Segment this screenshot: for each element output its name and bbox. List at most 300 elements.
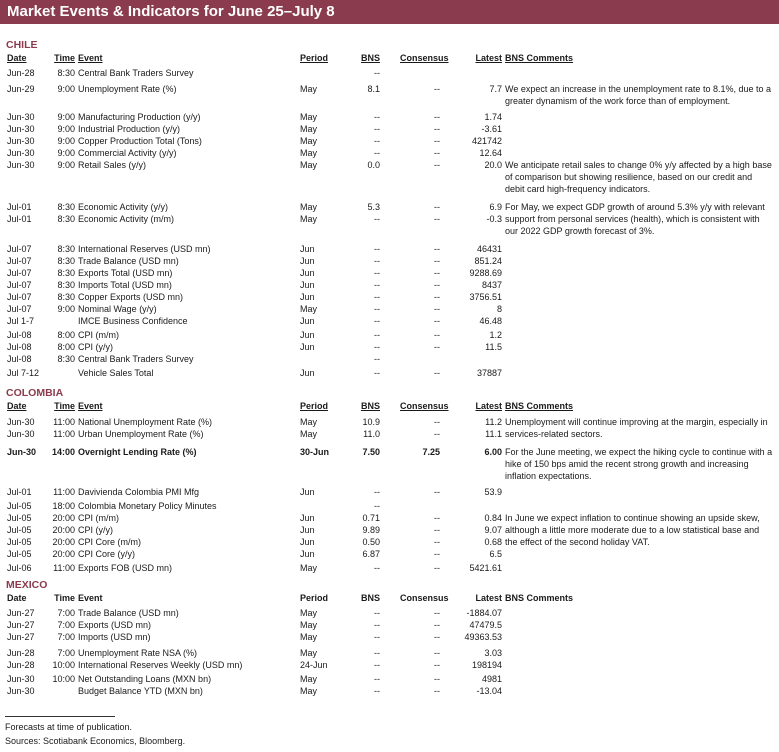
cell-date: Jul-07 bbox=[7, 256, 32, 266]
cell-date: Jun-30 bbox=[7, 148, 35, 158]
cell-cons: -- bbox=[434, 537, 440, 547]
cell-event: IMCE Business Confidence bbox=[78, 316, 188, 326]
cell-latest: 11.1 bbox=[485, 429, 502, 439]
cell-time: 7:00 bbox=[57, 632, 75, 642]
cell-event: Davivienda Colombia PMI Mfg bbox=[78, 487, 200, 497]
table-row bbox=[0, 341, 779, 353]
cell-latest: -13.04 bbox=[476, 686, 502, 696]
cell-event: Copper Exports (USD mn) bbox=[78, 292, 184, 302]
cell-bns: -- bbox=[374, 148, 380, 158]
column-header-row bbox=[0, 592, 779, 604]
cell-event: CPI Core (m/m) bbox=[78, 537, 141, 547]
cell-time: 9:00 bbox=[57, 160, 75, 170]
cell-latest: 8437 bbox=[481, 280, 502, 290]
column-header-cons: Consensus bbox=[400, 593, 449, 603]
table-row bbox=[0, 111, 779, 123]
cell-event: Imports Total (USD mn) bbox=[78, 280, 172, 290]
cell-date: Jun-30 bbox=[7, 674, 35, 684]
country-heading: COLOMBIA bbox=[6, 387, 64, 399]
table-row bbox=[0, 329, 779, 341]
cell-event: Central Bank Traders Survey bbox=[78, 354, 194, 364]
cell-date: Jun-28 bbox=[7, 68, 35, 78]
table-row bbox=[0, 315, 779, 327]
cell-period: May bbox=[300, 304, 318, 314]
table-row bbox=[0, 367, 779, 379]
cell-date: Jul-05 bbox=[7, 537, 32, 547]
table-row bbox=[0, 201, 779, 213]
cell-bns: 0.71 bbox=[362, 513, 380, 523]
table-row bbox=[0, 416, 779, 428]
cell-cons: -- bbox=[434, 525, 440, 535]
cell-latest: 6.9 bbox=[489, 202, 502, 212]
cell-date: Jul-05 bbox=[7, 525, 32, 535]
cell-cons: -- bbox=[434, 268, 440, 278]
footnote-sources: Sources: Scotiabank Economics, Bloomberg. bbox=[5, 736, 186, 746]
cell-bns: -- bbox=[374, 330, 380, 340]
cell-cons: -- bbox=[434, 280, 440, 290]
cell-comment: Unemployment will continue improving at the margin, especially in bbox=[505, 417, 768, 427]
cell-latest: 7.7 bbox=[489, 84, 502, 94]
cell-time: 10:00 bbox=[52, 660, 75, 670]
cell-date: Jun-28 bbox=[7, 660, 35, 670]
cell-bns: -- bbox=[374, 244, 380, 254]
cell-time: 9:00 bbox=[57, 136, 75, 146]
cell-event: Unemployment Rate NSA (%) bbox=[78, 648, 198, 658]
cell-date: Jun-27 bbox=[7, 632, 35, 642]
cell-latest: 0.84 bbox=[484, 513, 502, 523]
cell-date: Jun-30 bbox=[7, 429, 35, 439]
cell-bns: -- bbox=[374, 686, 380, 696]
cell-date: Jun-27 bbox=[7, 608, 35, 618]
comment-continuation-row bbox=[0, 458, 779, 470]
table-row bbox=[0, 512, 779, 524]
cell-period: May bbox=[300, 620, 318, 630]
cell-bns: -- bbox=[374, 354, 380, 364]
cell-date: Jun-29 bbox=[7, 84, 35, 94]
cell-period: May bbox=[300, 429, 318, 439]
comment-continuation-row bbox=[0, 183, 779, 195]
cell-date: Jul-05 bbox=[7, 549, 32, 559]
cell-event: Overnight Lending Rate (%) bbox=[78, 447, 197, 457]
cell-time: 8:30 bbox=[57, 268, 75, 278]
cell-latest: 46.48 bbox=[479, 316, 502, 326]
cell-bns: -- bbox=[374, 268, 380, 278]
cell-cons: -- bbox=[434, 563, 440, 573]
table-row bbox=[0, 123, 779, 135]
cell-time: 8:30 bbox=[57, 244, 75, 254]
cell-cons: -- bbox=[434, 292, 440, 302]
table-row bbox=[0, 548, 779, 560]
cell-date: Jul-07 bbox=[7, 280, 32, 290]
table-row bbox=[0, 446, 779, 458]
column-header-event: Event bbox=[78, 401, 103, 411]
cell-latest: 8 bbox=[496, 304, 502, 314]
cell-bns: -- bbox=[374, 280, 380, 290]
cell-cons: -- bbox=[434, 674, 440, 684]
cell-cons: -- bbox=[434, 549, 440, 559]
cell-cons: -- bbox=[434, 136, 440, 146]
cell-bns: 7.50 bbox=[362, 447, 380, 457]
cell-cons: -- bbox=[434, 660, 440, 670]
cell-time: 8:30 bbox=[57, 202, 75, 212]
cell-date: Jul-05 bbox=[7, 513, 32, 523]
cell-bns: 5.3 bbox=[367, 202, 380, 212]
column-header-event: Event bbox=[78, 53, 103, 63]
cell-latest: 1.2 bbox=[489, 330, 502, 340]
table-row bbox=[0, 267, 779, 279]
cell-bns: 0.0 bbox=[367, 160, 380, 170]
table-row bbox=[0, 135, 779, 147]
cell-time: 8:30 bbox=[57, 354, 75, 364]
cell-event: Economic Activity (y/y) bbox=[78, 202, 169, 212]
cell-latest: 5421.61 bbox=[469, 563, 502, 573]
cell-date: Jul-06 bbox=[7, 563, 32, 573]
cell-event: Exports (USD mn) bbox=[78, 620, 152, 630]
column-header-cons: Consensus bbox=[400, 401, 449, 411]
column-header-bns: BNS bbox=[360, 401, 380, 411]
cell-date: Jun-30 bbox=[7, 686, 35, 696]
cell-latest: 6.5 bbox=[489, 549, 502, 559]
cell-latest: 0.68 bbox=[484, 537, 502, 547]
cell-cons: -- bbox=[434, 148, 440, 158]
table-row bbox=[0, 647, 779, 659]
cell-time: 7:00 bbox=[57, 648, 75, 658]
table-row bbox=[0, 536, 779, 548]
cell-bns: -- bbox=[374, 608, 380, 618]
cell-period: Jun bbox=[300, 280, 315, 290]
cell-comment: We expect an increase in the unemployment rate to 8.1%, due to a bbox=[505, 84, 771, 94]
cell-bns: -- bbox=[374, 501, 380, 511]
cell-time: 9:00 bbox=[57, 124, 75, 134]
cell-latest: 20.0 bbox=[484, 160, 502, 170]
cell-latest: 9.07 bbox=[484, 525, 502, 535]
cell-latest: 49363.53 bbox=[464, 632, 502, 642]
cell-date: Jul-05 bbox=[7, 501, 32, 511]
cell-date: Jun-30 bbox=[7, 417, 35, 427]
cell-date: Jul-07 bbox=[7, 304, 32, 314]
cell-latest: 851.24 bbox=[474, 256, 502, 266]
table-row bbox=[0, 67, 779, 79]
cell-bns: 0.50 bbox=[362, 537, 380, 547]
cell-date: Jun-28 bbox=[7, 648, 35, 658]
column-header-event: Event bbox=[78, 593, 103, 603]
table-row bbox=[0, 353, 779, 365]
table-row bbox=[0, 524, 779, 536]
cell-time: 9:00 bbox=[57, 304, 75, 314]
footnote-divider bbox=[5, 716, 115, 717]
cell-period: May bbox=[300, 686, 318, 696]
cell-comment: debit card high-frequency indicators. bbox=[505, 184, 651, 194]
cell-period: Jun bbox=[300, 330, 315, 340]
cell-bns: 8.1 bbox=[367, 84, 380, 94]
cell-cons: -- bbox=[434, 316, 440, 326]
cell-cons: -- bbox=[434, 202, 440, 212]
cell-cons: -- bbox=[434, 429, 440, 439]
cell-event: International Reserves Weekly (USD mn) bbox=[78, 660, 243, 670]
cell-time: 11:00 bbox=[53, 429, 75, 439]
cell-time: 18:00 bbox=[52, 501, 75, 511]
table-row bbox=[0, 562, 779, 574]
cell-event: Trade Balance (USD mn) bbox=[78, 608, 179, 618]
cell-date: Jun-27 bbox=[7, 620, 35, 630]
cell-bns: -- bbox=[374, 304, 380, 314]
cell-period: Jun bbox=[300, 368, 315, 378]
title-bar bbox=[0, 0, 779, 24]
cell-time: 14:00 bbox=[51, 447, 75, 457]
table-row bbox=[0, 147, 779, 159]
cell-comment: greater dynamism of the work force than of employment. bbox=[505, 96, 731, 106]
cell-time: 8:30 bbox=[57, 256, 75, 266]
cell-bns: -- bbox=[374, 563, 380, 573]
cell-period: May bbox=[300, 160, 318, 170]
cell-latest: 37887 bbox=[476, 368, 502, 378]
cell-time: 10:00 bbox=[52, 674, 75, 684]
column-header-date: Date bbox=[7, 53, 27, 63]
cell-bns: 6.87 bbox=[362, 549, 380, 559]
cell-bns: -- bbox=[374, 620, 380, 630]
cell-latest: 47479.5 bbox=[469, 620, 502, 630]
cell-cons: -- bbox=[434, 214, 440, 224]
cell-comment: our 2022 GDP growth forecast of 3%. bbox=[505, 226, 655, 236]
table-row bbox=[0, 659, 779, 671]
cell-cons: -- bbox=[434, 620, 440, 630]
cell-date: Jun-30 bbox=[7, 136, 35, 146]
cell-date: Jun-30 bbox=[7, 124, 35, 134]
cell-cons: -- bbox=[434, 304, 440, 314]
cell-bns: -- bbox=[374, 487, 380, 497]
cell-event: Urban Unemployment Rate (%) bbox=[78, 429, 204, 439]
table-row bbox=[0, 291, 779, 303]
cell-bns: 11.0 bbox=[363, 429, 380, 439]
cell-date: Jul 1-7 bbox=[7, 316, 35, 326]
cell-event: CPI (m/m) bbox=[78, 513, 119, 523]
cell-time: 20:00 bbox=[52, 537, 75, 547]
cell-period: Jun bbox=[300, 244, 315, 254]
cell-period: May bbox=[300, 563, 318, 573]
cell-latest: -1884.07 bbox=[466, 608, 502, 618]
cell-latest: -3.61 bbox=[481, 124, 502, 134]
cell-latest: 1.74 bbox=[484, 112, 502, 122]
table-row bbox=[0, 159, 779, 171]
table-row bbox=[0, 255, 779, 267]
column-header-time: Time bbox=[54, 401, 75, 411]
column-header-bns: BNS bbox=[360, 53, 380, 63]
cell-event: Imports (USD mn) bbox=[78, 632, 151, 642]
column-header-comment: BNS Comments bbox=[505, 401, 574, 411]
cell-event: Budget Balance YTD (MXN bn) bbox=[78, 686, 203, 696]
cell-comment: support from personal services (health), which is consistent with bbox=[505, 214, 760, 224]
cell-period: May bbox=[300, 202, 318, 212]
cell-period: 30-Jun bbox=[300, 447, 330, 457]
cell-bns: -- bbox=[374, 214, 380, 224]
cell-cons: -- bbox=[434, 244, 440, 254]
column-header-latest: Latest bbox=[475, 53, 502, 63]
cell-event: Exports FOB (USD mn) bbox=[78, 563, 173, 573]
cell-bns: -- bbox=[374, 368, 380, 378]
cell-time: 8:00 bbox=[57, 342, 75, 352]
cell-event: Colombia Monetary Policy Minutes bbox=[78, 501, 217, 511]
column-header-comment: BNS Comments bbox=[505, 53, 574, 63]
column-header-cons: Consensus bbox=[400, 53, 449, 63]
cell-time: 20:00 bbox=[52, 513, 75, 523]
cell-cons: -- bbox=[434, 342, 440, 352]
cell-bns: -- bbox=[374, 316, 380, 326]
cell-time: 8:30 bbox=[57, 280, 75, 290]
cell-latest: 53.9 bbox=[484, 487, 502, 497]
cell-bns: -- bbox=[374, 660, 380, 670]
comment-continuation-row bbox=[0, 470, 779, 482]
cell-event: Exports Total (USD mn) bbox=[78, 268, 173, 278]
column-header-bns: BNS bbox=[360, 593, 380, 603]
cell-event: CPI Core (y/y) bbox=[78, 549, 136, 559]
cell-period: Jun bbox=[300, 537, 315, 547]
cell-period: Jun bbox=[300, 525, 315, 535]
column-header-latest: Latest bbox=[475, 401, 502, 411]
cell-comment: In June we expect inflation to continue showing an upside skew, bbox=[505, 513, 760, 523]
cell-period: Jun bbox=[300, 292, 315, 302]
cell-period: May bbox=[300, 632, 318, 642]
cell-period: Jun bbox=[300, 487, 315, 497]
cell-bns: -- bbox=[374, 256, 380, 266]
cell-period: May bbox=[300, 674, 318, 684]
cell-date: Jun-30 bbox=[7, 447, 37, 457]
table-row bbox=[0, 673, 779, 685]
cell-event: Vehicle Sales Total bbox=[78, 368, 154, 378]
table-row bbox=[0, 486, 779, 498]
cell-date: Jul-07 bbox=[7, 268, 32, 278]
cell-time: 8:30 bbox=[57, 68, 75, 78]
cell-cons: -- bbox=[434, 608, 440, 618]
cell-latest: 3756.51 bbox=[469, 292, 502, 302]
cell-period: 24-Jun bbox=[300, 660, 328, 670]
cell-bns: -- bbox=[374, 292, 380, 302]
cell-cons: -- bbox=[434, 112, 440, 122]
cell-time: 9:00 bbox=[57, 148, 75, 158]
comment-continuation-row bbox=[0, 171, 779, 183]
column-header-comment: BNS Comments bbox=[505, 593, 574, 603]
cell-date: Jul-07 bbox=[7, 244, 32, 254]
column-header-date: Date bbox=[7, 401, 27, 411]
cell-period: May bbox=[300, 608, 318, 618]
cell-bns: -- bbox=[374, 112, 380, 122]
cell-bns: 10.9 bbox=[362, 417, 380, 427]
country-heading: MEXICO bbox=[6, 579, 48, 591]
cell-bns: 9.89 bbox=[362, 525, 380, 535]
cell-date: Jul-07 bbox=[7, 292, 32, 302]
cell-event: Retail Sales (y/y) bbox=[78, 160, 147, 170]
cell-period: May bbox=[300, 112, 318, 122]
cell-latest: 46431 bbox=[476, 244, 502, 254]
column-header-time: Time bbox=[54, 53, 75, 63]
cell-time: 11:00 bbox=[53, 417, 75, 427]
cell-time: 20:00 bbox=[52, 549, 75, 559]
cell-date: Jul-01 bbox=[7, 202, 32, 212]
cell-comment: of comparison but showing resilience, based on our credit and bbox=[505, 172, 753, 182]
column-header-date: Date bbox=[7, 593, 27, 603]
table-row bbox=[0, 279, 779, 291]
cell-cons: -- bbox=[434, 124, 440, 134]
cell-event: Nominal Wage (y/y) bbox=[78, 304, 157, 314]
cell-date: Jul-01 bbox=[7, 214, 32, 224]
column-header-row bbox=[0, 400, 779, 412]
cell-cons: -- bbox=[434, 686, 440, 696]
cell-comment: although a little more moderate due to a low statistical base and bbox=[505, 525, 760, 535]
table-row bbox=[0, 83, 779, 95]
cell-comment: For the June meeting, we expect the hiking cycle to continue with a bbox=[505, 447, 773, 457]
cell-period: May bbox=[300, 148, 318, 158]
table-row bbox=[0, 631, 779, 643]
cell-time: 7:00 bbox=[57, 608, 75, 618]
cell-cons: -- bbox=[434, 368, 440, 378]
cell-period: Jun bbox=[300, 342, 315, 352]
cell-time: 7:00 bbox=[57, 620, 75, 630]
cell-bns: -- bbox=[374, 68, 380, 78]
cell-cons: -- bbox=[434, 160, 440, 170]
cell-latest: 11.5 bbox=[485, 342, 502, 352]
cell-event: Copper Production Total (Tons) bbox=[78, 136, 202, 146]
cell-event: International Reserves (USD mn) bbox=[78, 244, 211, 254]
table-row bbox=[0, 428, 779, 440]
cell-event: Unemployment Rate (%) bbox=[78, 84, 177, 94]
cell-date: Jun-30 bbox=[7, 160, 35, 170]
column-header-period: Period bbox=[300, 53, 329, 63]
cell-time: 8:30 bbox=[57, 292, 75, 302]
column-header-latest: Latest bbox=[475, 593, 502, 603]
cell-bns: -- bbox=[374, 632, 380, 642]
footnote-forecasts: Forecasts at time of publication. bbox=[5, 722, 133, 732]
cell-cons: -- bbox=[434, 330, 440, 340]
cell-bns: -- bbox=[374, 648, 380, 658]
cell-event: CPI (m/m) bbox=[78, 330, 119, 340]
cell-cons: -- bbox=[434, 648, 440, 658]
cell-period: May bbox=[300, 648, 318, 658]
cell-period: May bbox=[300, 84, 318, 94]
cell-latest: 6.00 bbox=[484, 447, 502, 457]
cell-latest: 3.03 bbox=[484, 648, 502, 658]
cell-event: Manufacturing Production (y/y) bbox=[78, 112, 201, 122]
cell-latest: 4981 bbox=[481, 674, 502, 684]
cell-time: 9:00 bbox=[57, 112, 75, 122]
cell-time: 8:00 bbox=[57, 330, 75, 340]
comment-continuation-row bbox=[0, 95, 779, 107]
cell-event: Trade Balance (USD mn) bbox=[78, 256, 179, 266]
column-header-period: Period bbox=[300, 401, 329, 411]
table-row bbox=[0, 619, 779, 631]
cell-bns: -- bbox=[374, 124, 380, 134]
cell-comment: For May, we expect GDP growth of around 5.3% y/y with relevant bbox=[505, 202, 765, 212]
comment-continuation-row bbox=[0, 225, 779, 237]
cell-latest: 12.64 bbox=[479, 148, 502, 158]
cell-cons: -- bbox=[434, 487, 440, 497]
cell-period: Jun bbox=[300, 268, 315, 278]
cell-period: May bbox=[300, 136, 318, 146]
cell-latest: -0.3 bbox=[486, 214, 502, 224]
table-row bbox=[0, 500, 779, 512]
cell-cons: -- bbox=[434, 84, 440, 94]
cell-bns: -- bbox=[374, 342, 380, 352]
table-row bbox=[0, 303, 779, 315]
cell-date: Jun-30 bbox=[7, 112, 35, 122]
cell-period: May bbox=[300, 214, 318, 224]
cell-comment: inflation expectations. bbox=[505, 471, 592, 481]
table-row bbox=[0, 607, 779, 619]
cell-event: Net Outstanding Loans (MXN bn) bbox=[78, 674, 212, 684]
cell-period: May bbox=[300, 124, 318, 134]
cell-event: CPI (y/y) bbox=[78, 525, 113, 535]
cell-period: Jun bbox=[300, 316, 315, 326]
cell-cons: 7.25 bbox=[422, 447, 440, 457]
table-row bbox=[0, 213, 779, 225]
